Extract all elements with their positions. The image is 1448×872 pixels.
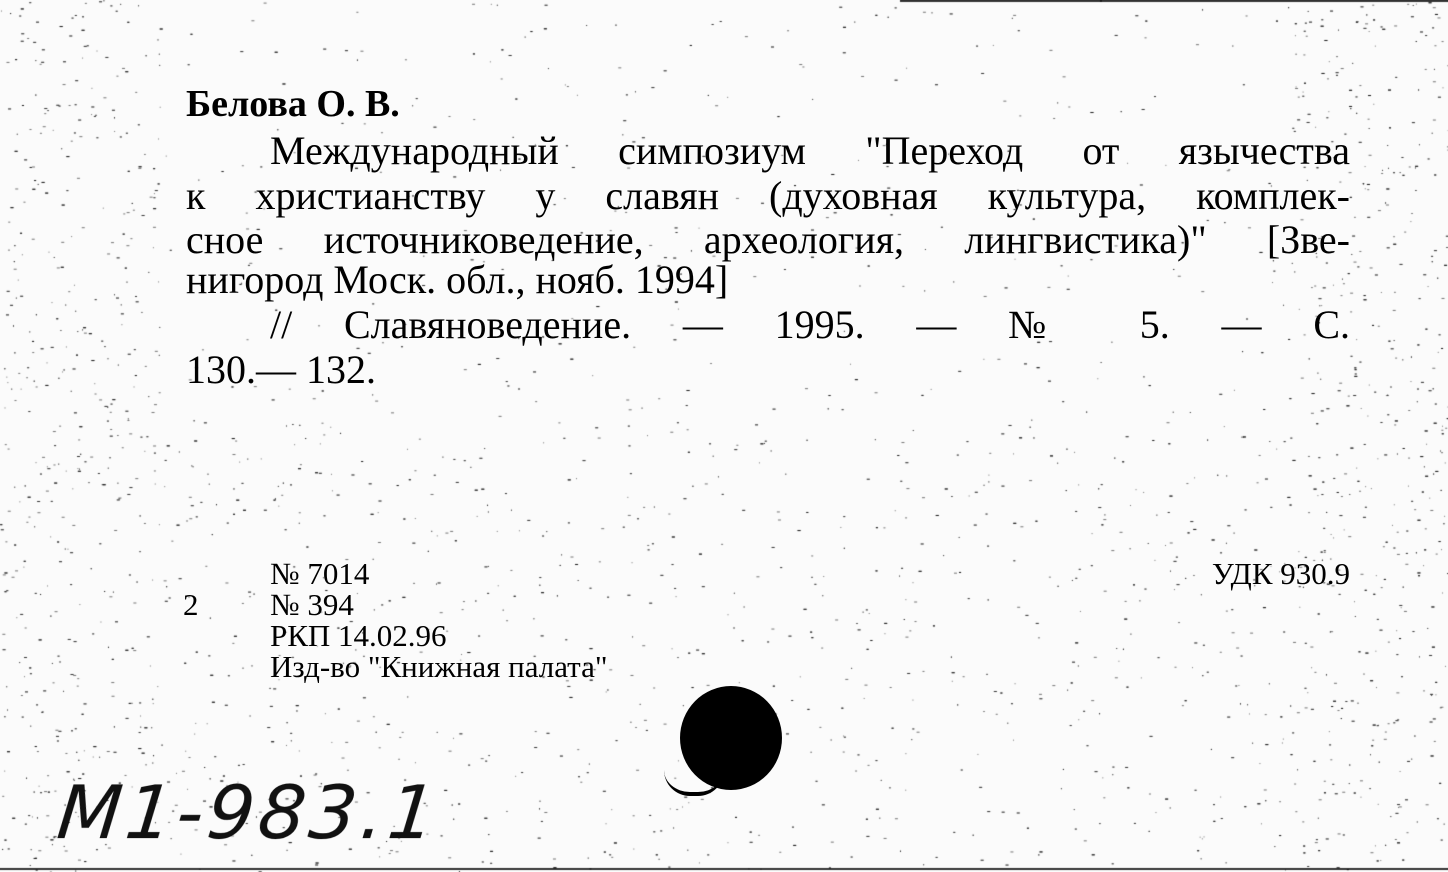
record-number: № 7014 bbox=[270, 556, 370, 591]
handwritten-shelfmark: M1-983.1 bbox=[53, 770, 445, 856]
title-line-3: сное источниковедение, археология, лингвистика)" [Зве- bbox=[186, 217, 1350, 262]
publisher: Изд-во "Книжная палата" bbox=[270, 649, 608, 684]
copies-count: 2 bbox=[183, 587, 199, 622]
title-line-1: Международный симпозиум "Переход от язычества bbox=[270, 128, 1350, 173]
author-name: Белова О. В. bbox=[186, 83, 400, 125]
title-line-2: к христианству у славян (духовная культура, комплек- bbox=[186, 173, 1350, 218]
rkp-date: РКП 14.02.96 bbox=[270, 618, 447, 653]
udk-code: УДК 930.9 bbox=[1211, 556, 1350, 591]
title-line-4: нигород Моск. обл., нояб. 1994] bbox=[186, 257, 729, 302]
source-line-2: 130.— 132. bbox=[186, 347, 376, 392]
source-line-1: // Славяноведение. — 1995. — № 5. — С. bbox=[270, 302, 1350, 347]
record-sub-number: № 394 bbox=[270, 587, 354, 622]
